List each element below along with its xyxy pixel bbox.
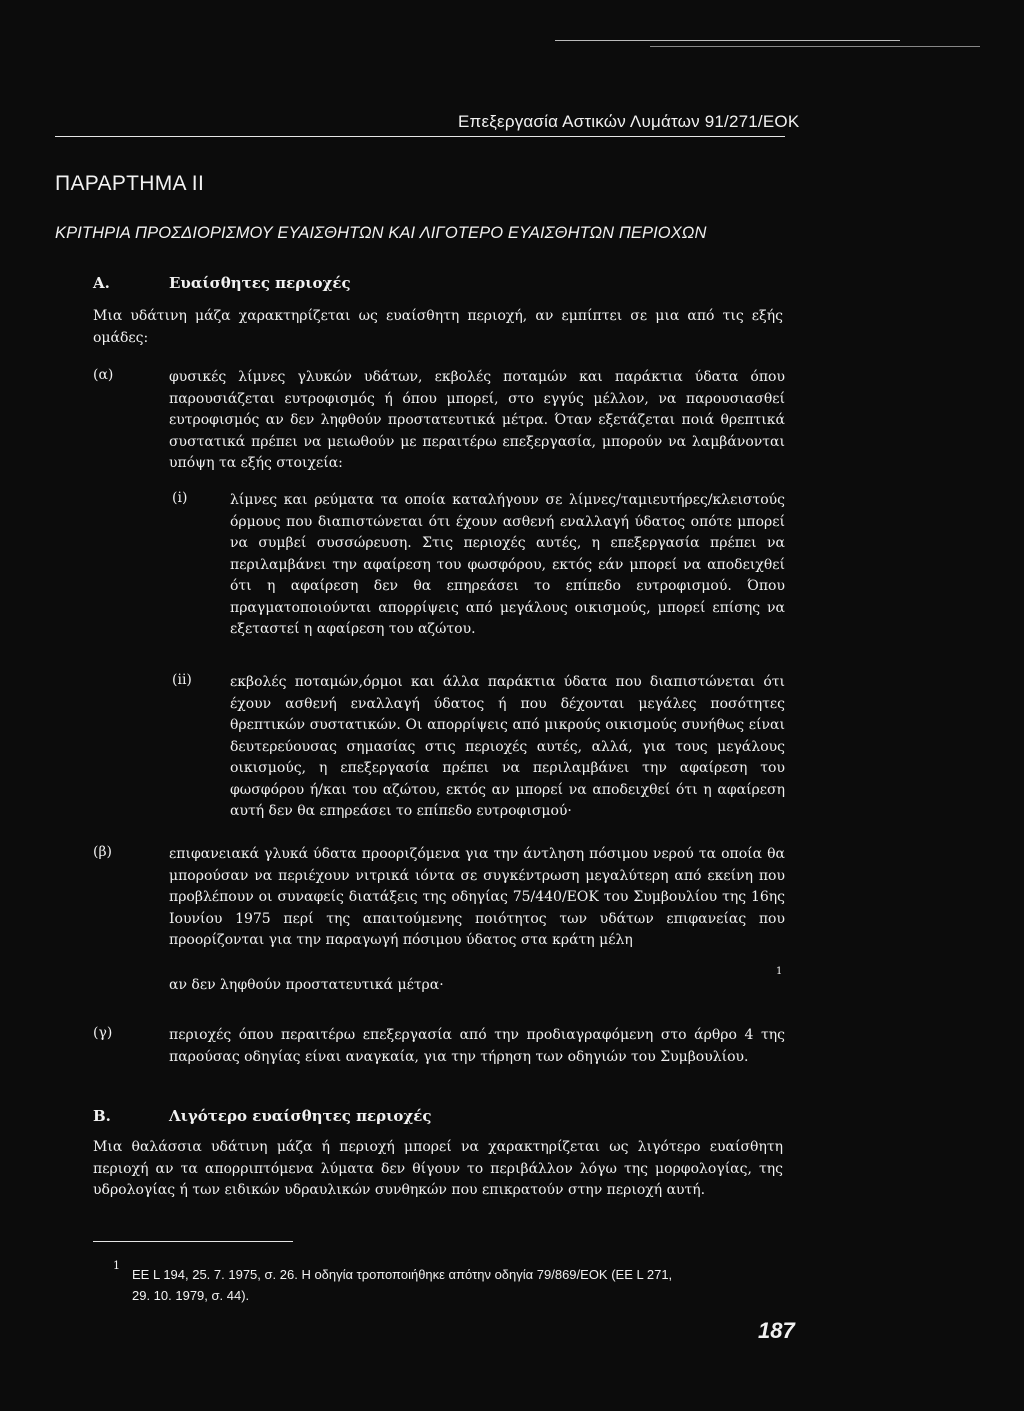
page-number: 187 bbox=[758, 1318, 795, 1343]
item-b-text: επιφανειακά γλυκά ύδατα προοριζόμενα για την άντληση πόσιμου νερού τα οποία θα μπορούσαν να περιέχουν νιτρικά ιόντα σε συγκέντρωση μεγαλύτερη από εκείνη που προβλέπουν οι συναφείς διατάξεις της οδηγίας 75/440/ΕΟΚ του Συμβουλίου της 16ης Ιουνίου 1975 περί της απαιτούμενης ποιότητος των υδάτων επιφανείας που προορίζονται για την παραγωγή πόσιμου ύδατος στα κράτη μέλη bbox=[169, 846, 785, 948]
footnote-number: 1 bbox=[113, 1259, 120, 1272]
header-rule bbox=[55, 136, 785, 137]
section-b-text: Μια θαλάσσια υδάτινη μάζα ή περιοχή μπορεί να χαρακτηρίζεται ως λιγότερο ευαίσθητη περιοχή αν τα απορριπτόμενα λύματα δεν θίγουν το περιβάλλον λόγω της μορφολογίας, της υδρολογίας ή των ειδικών υδραυλικών συνθηκών που επικρατούν στην περιοχή αυτή. bbox=[93, 1139, 783, 1198]
item-a-i-label: (i) bbox=[172, 490, 188, 506]
footnote-rule bbox=[93, 1241, 293, 1242]
item-a-text: φυσικές λίμνες γλυκών υδάτων, εκβολές ποταμών και παράκτια ύδατα όπου παρουσιάζεται ευτροφισμός ή όπου μπορεί, στο εγγύς μέλλον, να παρουσιασθεί ευτροφισμός αν δεν ληφθούν προστατευτικά μέτρα. Όταν εξετάζεται ποιά θρεπτικά συστατικά πρέπει να μειωθούν με περαιτέρω επεξεργασία, μπορούν να λαμβάνονται υπόψη τα εξής στοιχεία: bbox=[169, 369, 785, 471]
item-a-ii-label: (ii) bbox=[172, 672, 192, 688]
section-a-title: Ευαίσθητες περιοχές bbox=[169, 274, 351, 292]
running-header: Επεξεργασία Αστικών Λυμάτων 91/271/ΕΟΚ bbox=[458, 112, 800, 131]
section-a-intro: Μια υδάτινη μάζα χαρακτηρίζεται ως ευαίσθητη περιοχή, αν εμπίπτει σε μια από τις εξής ομάδες: bbox=[93, 308, 783, 346]
top-rule-short bbox=[555, 40, 900, 41]
item-b-text-end: αν δεν ληφθούν προστατευτικά μέτρα· bbox=[169, 977, 444, 993]
section-b-letter: Β. bbox=[93, 1107, 111, 1125]
footnote-line-2: 29. 10. 1979, σ. 44). bbox=[132, 1288, 250, 1303]
item-a-i-text: λίμνες και ρεύματα τα οποία καταλήγουν σε λίμνες/ταμιευτήρες/κλειστούς όρμους που διαπιστώνεται ότι έχουν ασθενή εναλλαγή ύδατος οπότε μπορεί να συμβεί συσσώρευση. Στις περιοχές αυτές, η επεξεργασία πρέπει να περιλαμβάνει την αφαίρεση του φωσφόρου, εκτός εάν μπορεί να αποδειχθεί ότι η αφαίρεση δεν θα επηρεάσει το επίπεδο ευτροφισμού. Όπου πραγματοποιούνται απορρίψεις από μεγάλους οικισμούς, μπορεί επίσης να εξεταστεί η αφαίρεση του αζώτου. bbox=[230, 492, 785, 637]
item-a-ii-text: εκβολές ποταμών,όρμοι και άλλα παράκτια ύδατα που διαπιστώνεται ότι έχουν ασθενή εναλλαγή ύδατος ή που δέχονται μεγάλες ποσότητες θρεπτικών συστατικών. Οι απορρίψεις από μικρούς οικισμούς συνήθως είναι δευτερεύουσας σημασίας στις περιοχές αυτές, αλλά, για τους μεγάλους οικισμούς, η επεξεργασία πρέπει να περιλαμβάνει την αφαίρεση του φωσφόρου ή/και του αζώτου, εκτός αν μπορεί να αποδειχθεί ότι η αφαίρεση αυτή δεν θα επηρεάσει το επίπεδο ευτροφισμού· bbox=[230, 674, 785, 819]
item-c-text: περιοχές όπου περαιτέρω επεξεργασία από την προδιαγραφόμενη στο άρθρο 4 της παρούσας οδηγίας είναι αναγκαία, για την τήρηση των οδηγιών του Συμβουλίου. bbox=[169, 1027, 785, 1065]
item-c-label: (γ) bbox=[93, 1025, 113, 1041]
footnote-line-1: ΕΕ L 194, 25. 7. 1975, σ. 26. Η οδηγία τροποποιήθηκε απότην οδηγία 79/869/ΕΟΚ (ΕΕ L 271, bbox=[132, 1267, 673, 1282]
item-b-label: (β) bbox=[93, 844, 113, 860]
section-a-letter: Α. bbox=[93, 274, 110, 292]
section-b-title: Λιγότερο ευαίσθητες περιοχές bbox=[169, 1107, 432, 1125]
item-b-footnote-ref: 1 bbox=[776, 966, 783, 977]
top-rule-long bbox=[650, 46, 980, 47]
document-subtitle: ΚΡΙΤΗΡΙΑ ΠΡΟΣΔΙΟΡΙΣΜΟΥ ΕΥΑΙΣΘΗΤΩΝ ΚΑΙ ΛΙΓΟΤΕΡΟ ΕΥΑΙΣΘΗΤΩΝ ΠΕΡΙΟΧΩΝ bbox=[55, 224, 707, 242]
annex-title: ΠΑΡΑΡΤΗΜΑ ΙΙ bbox=[55, 172, 205, 195]
item-a-label: (α) bbox=[93, 367, 114, 383]
